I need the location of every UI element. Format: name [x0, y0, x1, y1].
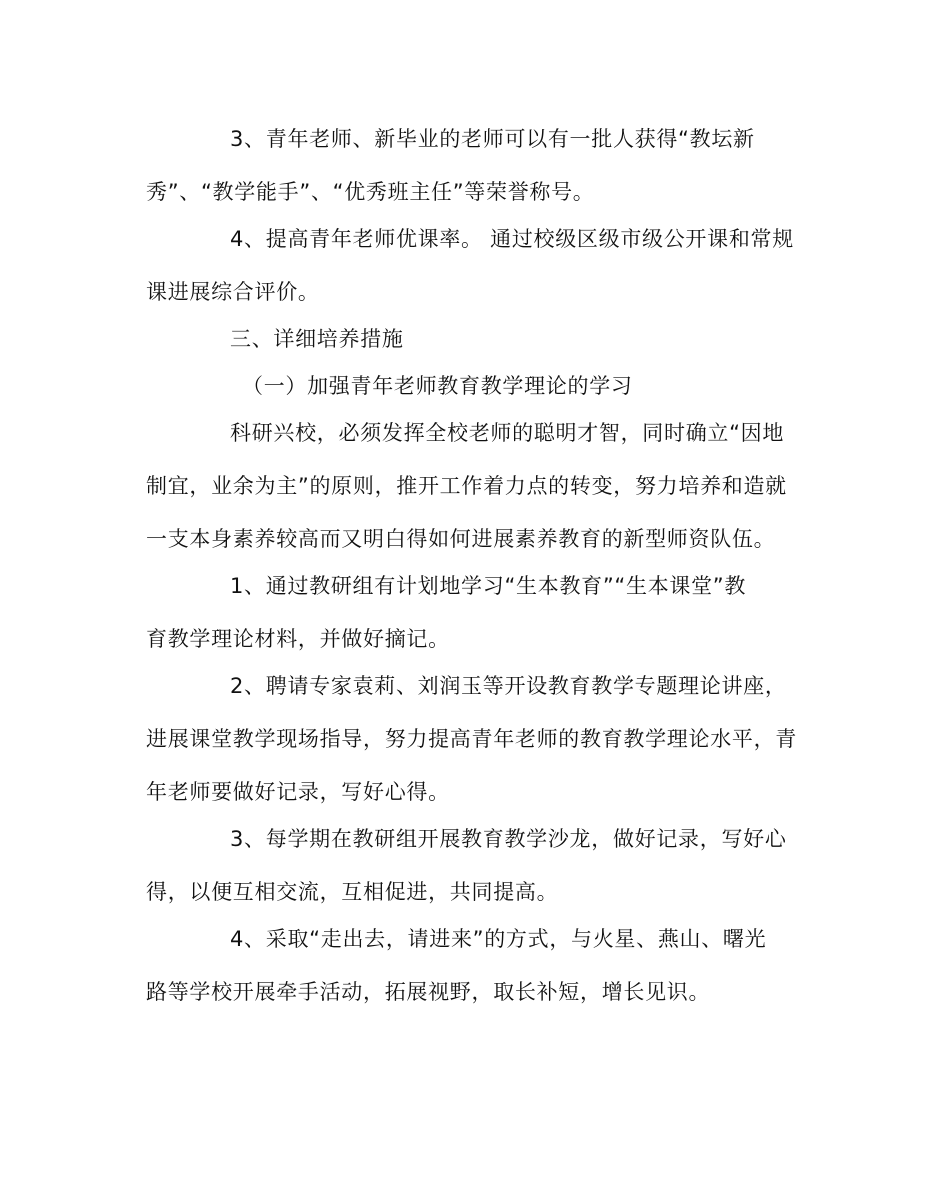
text-line: 得，以便互相交流，互相促进，共同提高。 [146, 880, 559, 904]
text-line: 育教学理论材料，并做好摘记。 [146, 627, 450, 651]
paragraph-goal-3 [146, 126, 806, 205]
text-line: 进展课堂教学现场指导，努力提高青年老师的教育教学理论水平，青 [146, 727, 797, 751]
paragraph-intro [146, 420, 806, 552]
text-line: 制宜，业余为主”的原则，推开工作着力点的转变，努力培养和造就 [146, 474, 787, 498]
paragraph-measure-3 [146, 826, 806, 905]
text-line: 路等学校开展牵手活动，拓展视野，取长补短，增长见识。 [146, 980, 711, 1004]
text-line: 科研兴校，必须发挥全校老师的聪明才智，同时确立“因地 [230, 421, 785, 445]
text-line: 3、青年老师、新毕业的老师可以有一批人获得“教坛新 [230, 127, 755, 151]
heading-text: 三、详细培养措施 [230, 327, 404, 351]
heading-text: （一）加强青年老师教育教学理论的学习 [242, 374, 633, 398]
text-line: 4、采取“走出去，请进来”的方式，与火星、燕山、曙光 [230, 927, 767, 951]
paragraph-goal-4 [146, 226, 806, 305]
document-body [146, 126, 806, 1005]
paragraph-measure-2 [146, 673, 806, 805]
text-line: 1、通过教研组有计划地学习“生本教育”“生本课堂”教 [230, 574, 747, 598]
text-line: 3、每学期在教研组开展教育教学沙龙，做好记录，写好心 [230, 827, 787, 851]
paragraph-measure-4 [146, 926, 806, 1005]
text-line: 4、提高青年老师优课率。 通过校级区级市级公开课和常规 [230, 227, 794, 251]
text-line: 年老师要做好记录，写好心得。 [146, 780, 450, 804]
text-line: 课进展综合评价。 [146, 280, 320, 304]
subsection-heading [146, 373, 806, 399]
text-line: 2、聘请专家袁莉、刘润玉等开设教育教学专题理论讲座， [230, 674, 787, 698]
section-heading [146, 326, 806, 352]
text-line: 一支本身素养较高而又明白得如何进展素养教育的新型师资队伍。 [146, 527, 776, 551]
text-line: 秀”、“教学能手”、“优秀班主任”等荣誉称号。 [146, 180, 595, 204]
paragraph-measure-1 [146, 573, 806, 652]
